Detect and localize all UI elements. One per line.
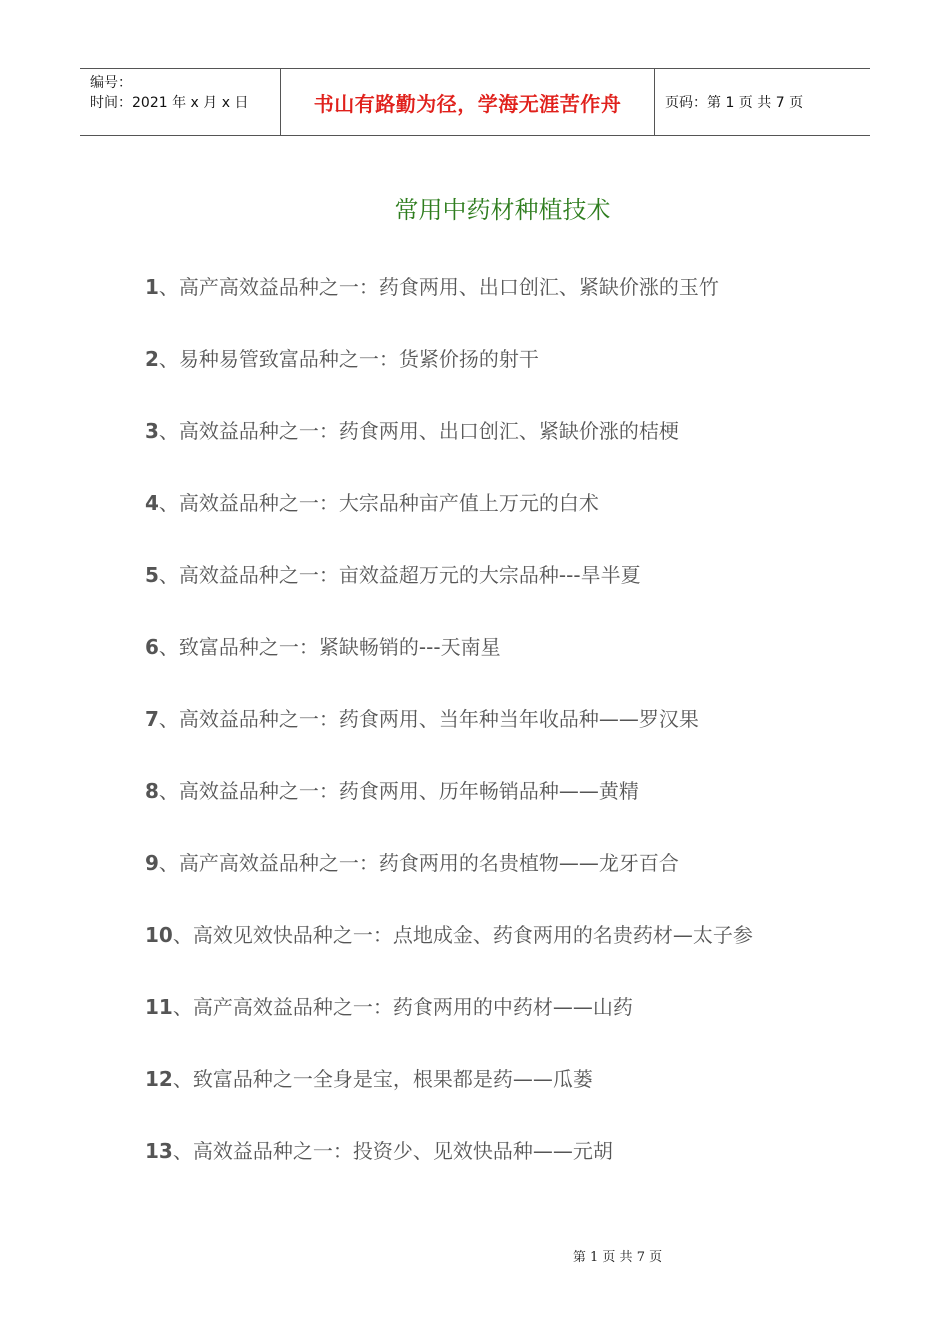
item-text: 、高效益品种之一：药食两用、历年畅销品种——黄精 xyxy=(158,779,639,803)
item-text: 、致富品种之一：紧缺畅销的---天南星 xyxy=(158,635,501,659)
item-text: 、高效见效快品种之一：点地成金、药食两用的名贵药材—太子参 xyxy=(172,923,753,947)
item-text: 、高效益品种之一：药食两用、当年种当年收品种——罗汉果 xyxy=(158,707,699,731)
header-motto-cell xyxy=(281,69,655,135)
item-text: 、致富品种之一全身是宝，根果都是药——瓜蒌 xyxy=(172,1067,593,1091)
item-number: 9 xyxy=(145,851,159,875)
item-number: 12 xyxy=(145,1067,173,1091)
item-text: 、高效益品种之一：大宗品种亩产值上万元的白术 xyxy=(158,491,599,515)
item-number: 2 xyxy=(145,347,159,371)
list-item xyxy=(145,766,815,816)
list-item xyxy=(145,694,815,744)
list-item xyxy=(145,478,815,528)
item-text: 、高效益品种之一：药食两用、出口创汇、紧缺价涨的桔梗 xyxy=(158,419,679,443)
list-item xyxy=(145,1054,815,1104)
motto-text: 书山有路勤为径，学海无涯苦作舟 xyxy=(313,91,622,116)
list-item xyxy=(145,550,815,600)
date-label: 时间：2021 年 x 月 x 日 xyxy=(90,95,249,111)
item-number: 3 xyxy=(145,419,159,443)
list-item xyxy=(145,838,815,888)
item-number: 5 xyxy=(145,563,159,587)
item-number: 1 xyxy=(145,275,159,299)
item-number: 4 xyxy=(145,491,159,515)
item-number: 10 xyxy=(145,923,173,947)
item-number: 11 xyxy=(145,995,173,1019)
list-item xyxy=(145,982,815,1032)
item-number: 6 xyxy=(145,635,159,659)
list-item xyxy=(145,910,815,960)
item-number: 7 xyxy=(145,707,159,731)
page-footer: 第 1 页 共 7 页 xyxy=(572,1250,663,1265)
list-item xyxy=(145,334,815,384)
page-info: 页码：第 1 页 共 7 页 xyxy=(665,95,804,111)
item-text: 、高效益品种之一：亩效益超万元的大宗品种---旱半夏 xyxy=(158,563,641,587)
item-text: 、易种易管致富品种之一：货紧价扬的射干 xyxy=(158,347,539,371)
item-list xyxy=(145,262,815,1198)
item-number: 8 xyxy=(145,779,159,803)
item-number: 13 xyxy=(145,1139,173,1163)
header-page-cell xyxy=(655,69,870,135)
number-label: 编号： xyxy=(90,75,132,91)
header-table xyxy=(80,68,870,136)
item-text: 、高产高效益品种之一：药食两用、出口创汇、紧缺价涨的玉竹 xyxy=(158,275,719,299)
list-item xyxy=(145,1126,815,1176)
item-text: 、高效益品种之一：投资少、见效快品种——元胡 xyxy=(172,1139,613,1163)
header-meta-cell xyxy=(80,69,281,135)
list-item xyxy=(145,622,815,672)
list-item xyxy=(145,262,815,312)
document-title: 常用中药材种植技术 xyxy=(394,196,611,224)
list-item xyxy=(145,406,815,456)
item-text: 、高产高效益品种之一：药食两用的中药材——山药 xyxy=(172,995,633,1019)
item-text: 、高产高效益品种之一：药食两用的名贵植物——龙牙百合 xyxy=(158,851,679,875)
